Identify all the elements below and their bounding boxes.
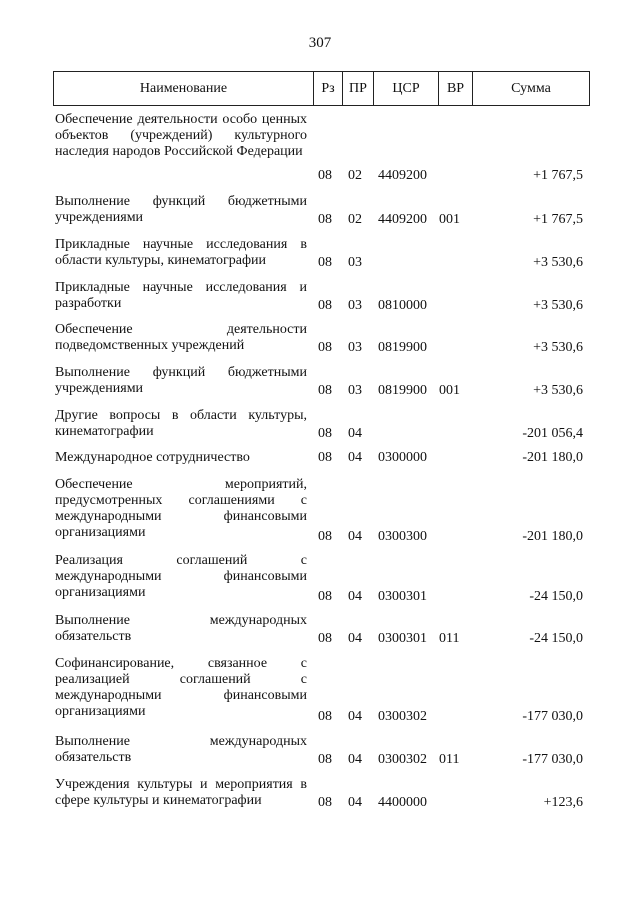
row-pr: 04 xyxy=(348,752,362,767)
table-row xyxy=(55,553,583,605)
row-sum: -201 180,0 xyxy=(522,450,583,465)
row-rz: 08 xyxy=(318,709,332,724)
table-row xyxy=(55,613,583,647)
table-row xyxy=(55,450,583,466)
table-row xyxy=(55,365,583,399)
row-pr: 04 xyxy=(348,450,362,465)
row-vr: 011 xyxy=(439,631,460,646)
row-rz: 08 xyxy=(318,340,332,355)
row-name: Другие вопросы в области культуры, кинематографии xyxy=(55,408,307,439)
row-name: Реализация соглашений с международными финансовыми организациями xyxy=(55,553,307,600)
table-row xyxy=(55,112,583,184)
row-vr: 011 xyxy=(439,752,460,767)
row-name: Прикладные научные исследования в области культуры, кинематографии xyxy=(55,237,307,268)
row-sum: +3 530,6 xyxy=(533,298,583,313)
row-pr: 03 xyxy=(348,298,362,313)
row-rz: 08 xyxy=(318,255,332,270)
row-csr: 4409200 xyxy=(378,168,427,183)
row-csr: 0300000 xyxy=(378,450,427,465)
row-pr: 03 xyxy=(348,383,362,398)
row-pr: 04 xyxy=(348,709,362,724)
row-name: Прикладные научные исследования и разработки xyxy=(55,280,307,311)
table-row xyxy=(55,280,583,314)
row-sum: +123,6 xyxy=(543,795,583,810)
row-csr: 4400000 xyxy=(378,795,427,810)
row-pr: 02 xyxy=(348,212,362,227)
table-row xyxy=(55,777,583,811)
row-pr: 04 xyxy=(348,589,362,604)
header-csr: ЦСР xyxy=(374,72,439,105)
row-name: Учреждения культуры и мероприятия в сфере культуры и кинематографии xyxy=(55,777,307,808)
row-sum: -177 030,0 xyxy=(522,752,583,767)
row-rz: 08 xyxy=(318,383,332,398)
row-csr: 0300302 xyxy=(378,709,427,724)
header-vr: ВР xyxy=(439,72,473,105)
table-row xyxy=(55,477,583,545)
row-name: Обеспечение мероприятий, предусмотренных соглашениями с международными финансовыми организациями xyxy=(55,477,307,540)
row-sum: +1 767,5 xyxy=(533,168,583,183)
row-name: Софинансирование, связанное с реализацией соглашений с международными финансовыми организациями xyxy=(55,656,307,719)
table-header xyxy=(53,71,590,106)
row-sum: +3 530,6 xyxy=(533,340,583,355)
row-sum: -24 150,0 xyxy=(529,631,583,646)
row-sum: -24 150,0 xyxy=(529,589,583,604)
table-row xyxy=(55,237,583,271)
row-pr: 04 xyxy=(348,426,362,441)
row-name: Обеспечение деятельности подведомственных учреждений xyxy=(55,322,307,353)
row-rz: 08 xyxy=(318,450,332,465)
row-rz: 08 xyxy=(318,795,332,810)
row-rz: 08 xyxy=(318,631,332,646)
row-pr: 04 xyxy=(348,631,362,646)
row-csr: 0300301 xyxy=(378,589,427,604)
row-pr: 02 xyxy=(348,168,362,183)
row-rz: 08 xyxy=(318,752,332,767)
table-row xyxy=(55,322,583,356)
table-row xyxy=(55,194,583,228)
row-csr: 0810000 xyxy=(378,298,427,313)
row-name: Выполнение функций бюджетными учреждениями xyxy=(55,365,307,396)
row-sum: +3 530,6 xyxy=(533,255,583,270)
header-rz: Рз xyxy=(314,72,343,105)
table-row xyxy=(55,734,583,768)
row-pr: 04 xyxy=(348,529,362,544)
row-csr: 0300301 xyxy=(378,631,427,646)
row-rz: 08 xyxy=(318,298,332,313)
row-name: Международное сотрудничество xyxy=(55,450,250,465)
row-vr: 001 xyxy=(439,212,460,227)
table-row xyxy=(55,408,583,442)
row-csr: 0300300 xyxy=(378,529,427,544)
row-csr: 0300302 xyxy=(378,752,427,767)
row-sum: -201 180,0 xyxy=(522,529,583,544)
row-rz: 08 xyxy=(318,168,332,183)
header-pr: ПР xyxy=(343,72,374,105)
row-sum: +1 767,5 xyxy=(533,212,583,227)
row-name: Выполнение международных обязательств xyxy=(55,734,307,765)
row-pr: 03 xyxy=(348,255,362,270)
row-sum: +3 530,6 xyxy=(533,383,583,398)
row-sum: -201 056,4 xyxy=(522,426,583,441)
row-sum: -177 030,0 xyxy=(522,709,583,724)
row-csr: 0819900 xyxy=(378,340,427,355)
row-pr: 03 xyxy=(348,340,362,355)
row-pr: 04 xyxy=(348,795,362,810)
row-vr: 001 xyxy=(439,383,460,398)
page-number: 307 xyxy=(308,35,332,51)
row-rz: 08 xyxy=(318,212,332,227)
row-rz: 08 xyxy=(318,426,332,441)
header-sum: Сумма xyxy=(511,80,551,96)
table-row xyxy=(55,656,583,725)
row-name: Выполнение функций бюджетными учреждениями xyxy=(55,194,307,225)
row-name: Выполнение международных обязательств xyxy=(55,613,307,644)
row-name: Обеспечение деятельности особо ценных объектов (учреждений) культурного наследия народов Российской Федерации xyxy=(55,112,307,159)
row-rz: 08 xyxy=(318,589,332,604)
header-name: Наименование xyxy=(54,72,314,105)
row-csr: 0819900 xyxy=(378,383,427,398)
row-rz: 08 xyxy=(318,529,332,544)
row-csr: 4409200 xyxy=(378,212,427,227)
